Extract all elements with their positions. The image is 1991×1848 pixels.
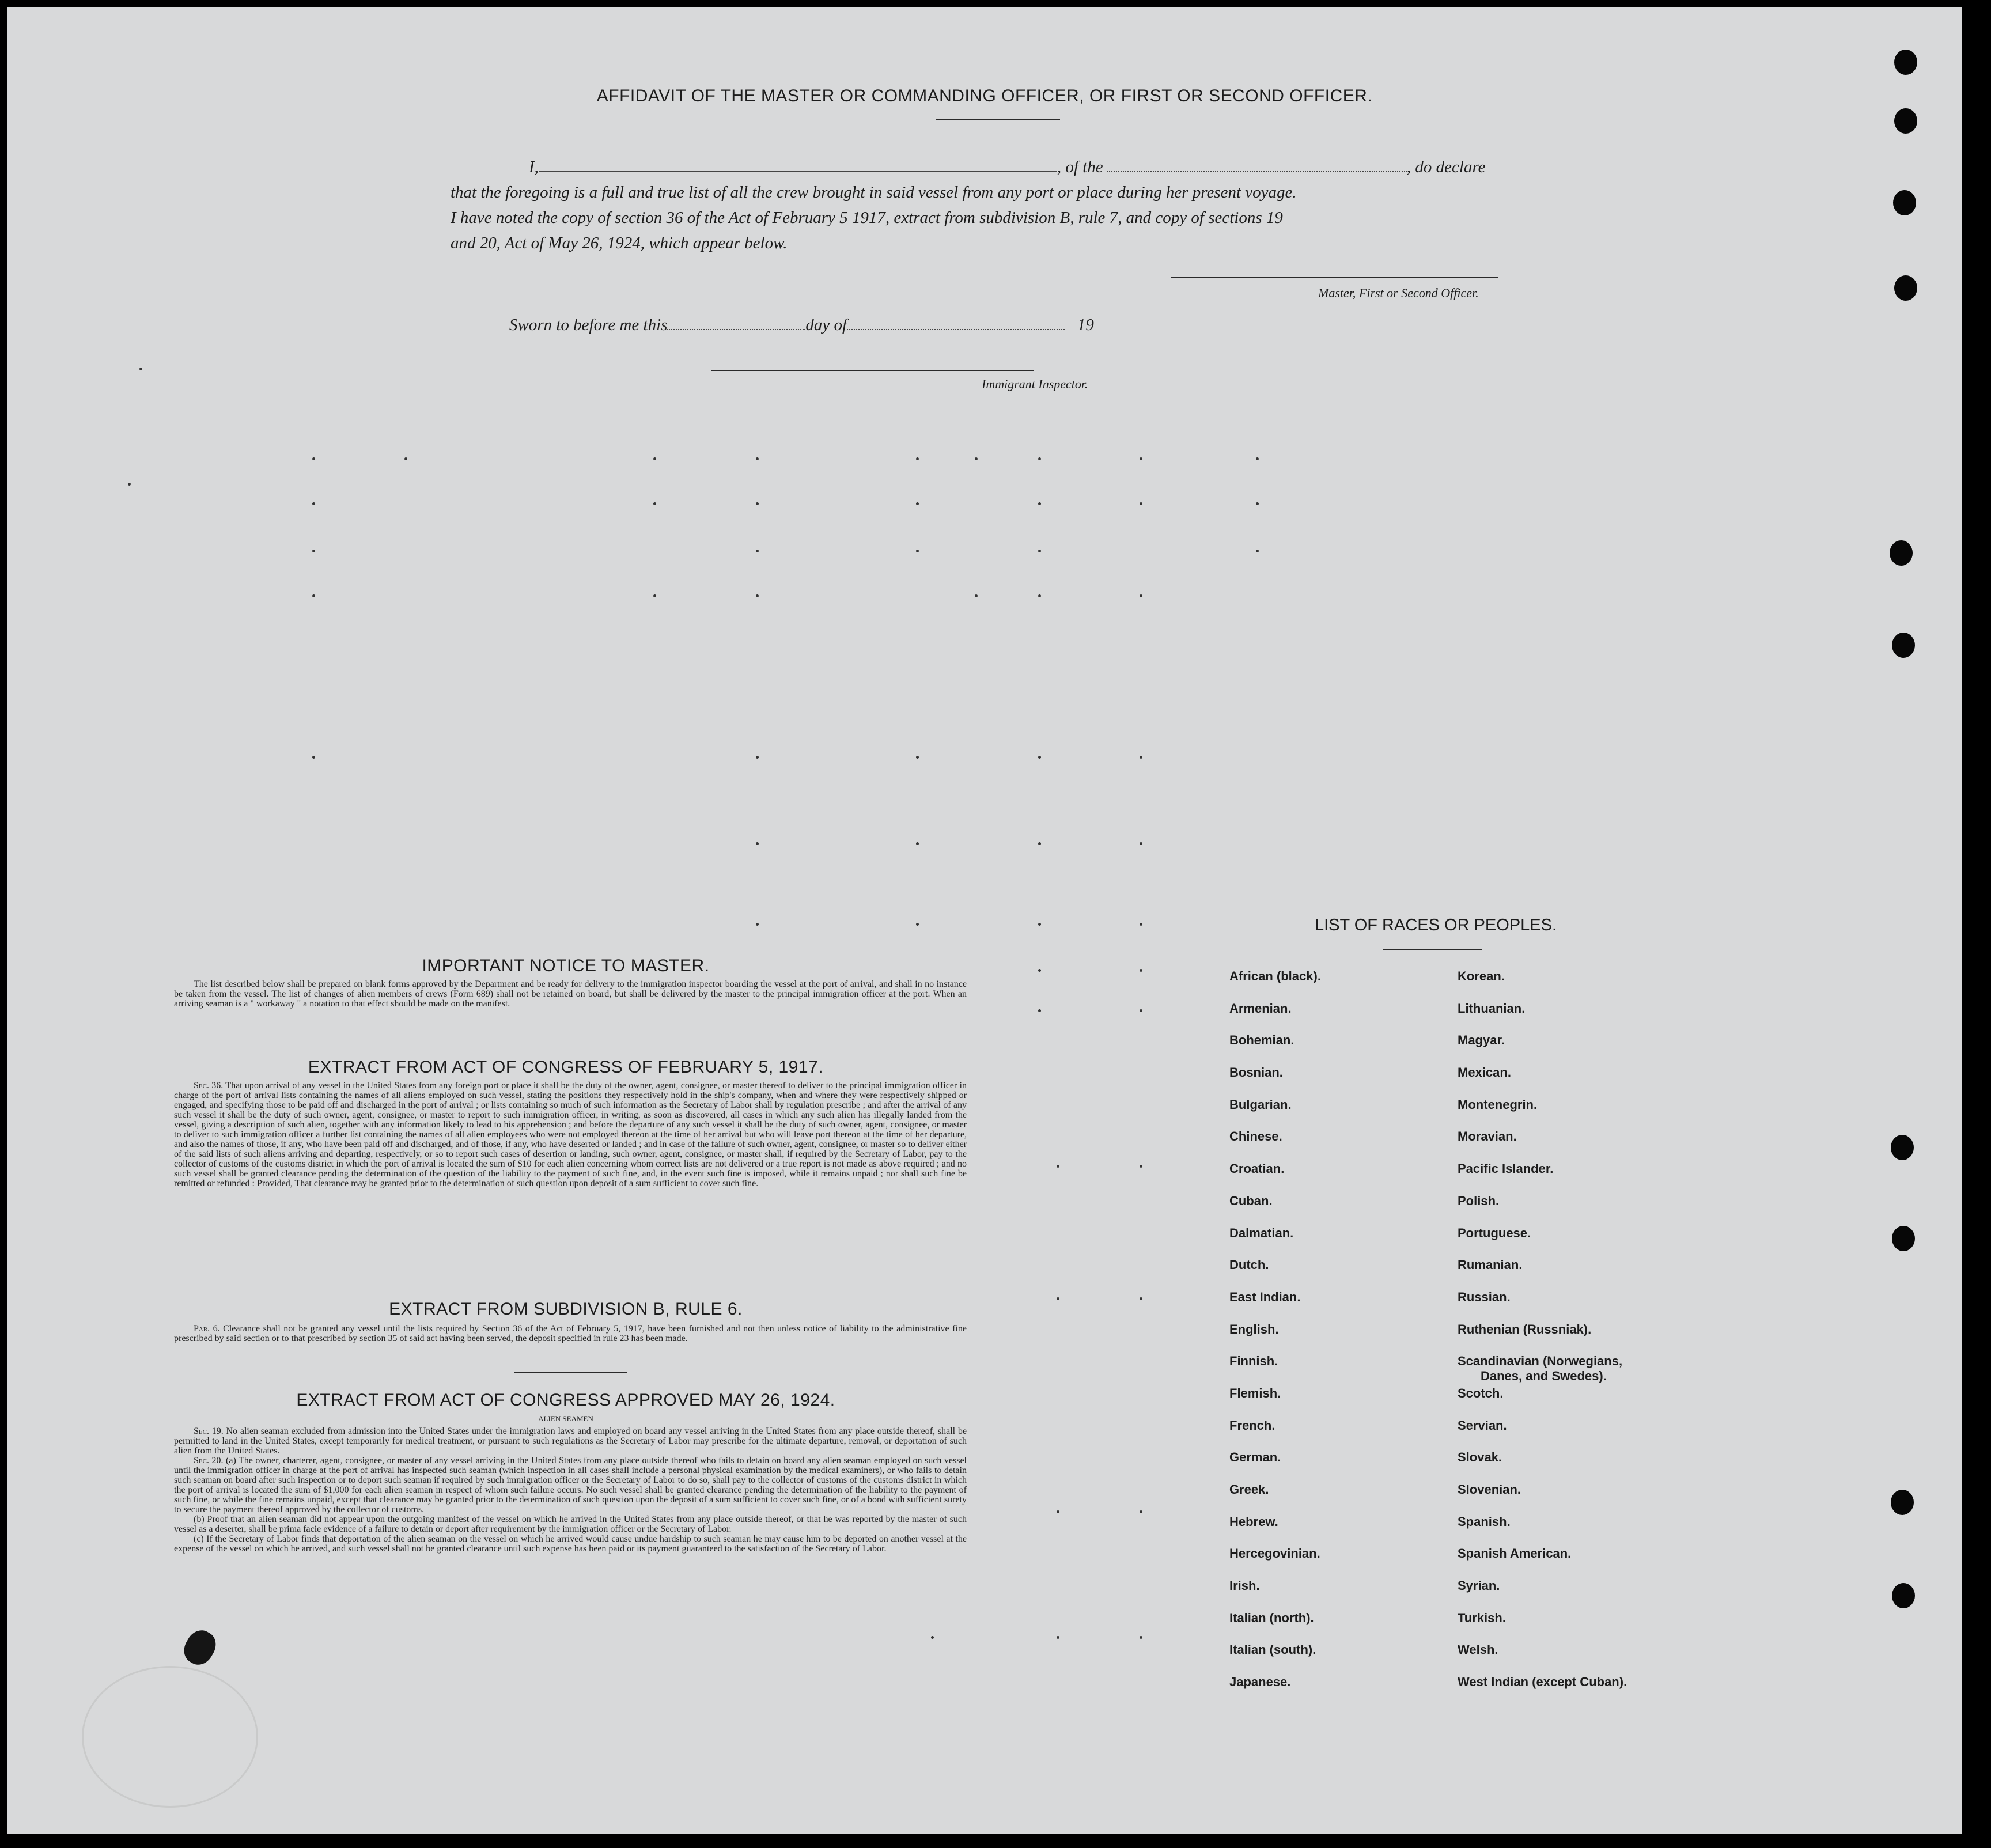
race-item: Pacific Islander. [1458,1161,1554,1176]
sec-20a-text: (a) The owner, charterer, agent, consignee, or master of any vessel arriving in the United States from any place outside thereof who fails to detain on board any alien seaman employed on such vessel until the immigration officer in charge at the port of arrival has inspected such seaman (which inspection in all cases shall include a personal physical examination by the medical examiners), or who fails to detain such seaman on board after such inspection or to deport such seaman if required by such immigration officer or the Secretary of Labor to do so, shall pay to the collector of customs of the customs district in which the port of arrival is located the sum of $1,000 for each alien seaman in respect of whom such failure occurs. No such vessel shall be granted clearance pending the determination of the liability to the payment of such fine, or while the fine remains unpaid, except that clearance may be granted prior to the determination of such question upon the deposit of a sum sufficient to cover such fine, or of a bond with sufficient surety to secure the payment thereof approved by the collector of customs. [174,1456,967,1514]
race-item: Magyar. [1458,1033,1505,1048]
punch-hole [1894,108,1917,134]
notice-text: The list described below shall be prepared on blank forms approved by the Department and be ready for delivery to the immigration inspector boarding the vessel at the port of arrival, and shall in no instance be taken from the vessel. The list of changes of alien members of crews (Form 689) shall not be retained on board, but shall be delivered by the master to the principal immigration officer at the port. When an arriving seaman is a " workaway " a notation to that effect should be made on the manifest. [174,979,967,1009]
sworn-day-blank [667,317,805,330]
race-item: Bohemian. [1229,1033,1294,1048]
race-item: English. [1229,1321,1279,1336]
inspector-label: Immigrant Inspector. [982,377,1088,391]
punch-hole [1892,633,1915,658]
sec-20c-paragraph: (c) If the Secretary of Labor finds that deportation of the alien seaman on the vessel on which he arrived would cause undue hardship to such seaman he may cause him to be deported on another vessel at the expense of the vessel on which he arrived, and such vessel shall not be granted clearance until such expense has been paid or its payment guaranteed to the satisfaction of the Secretary of Labor. [174,1534,967,1554]
race-item: Ruthenian (Russniak). [1458,1321,1592,1336]
race-item: Welsh. [1458,1642,1498,1657]
sec-20a-paragraph [174,1456,967,1514]
race-item: Bosnian. [1229,1065,1283,1080]
extract-1924-body [174,1426,967,1554]
sec-36-label: Sec. 36. [194,1081,224,1090]
race-item: East Indian. [1229,1289,1301,1304]
race-item: Chinese. [1229,1129,1282,1144]
affidavit-line-4: and 20, Act of May 26, 1924, which appear below. [451,234,788,252]
extract-1917-title: EXTRACT FROM ACT OF CONGRESS OF FEBRUARY 5, 1917. [308,1058,824,1077]
race-item: Hebrew. [1229,1514,1278,1529]
race-item: French. [1229,1418,1275,1433]
rule-6-title: EXTRACT FROM SUBDIVISION B, RULE 6. [389,1300,743,1319]
race-item: Bulgarian. [1229,1097,1292,1112]
race-item: Spanish. [1458,1514,1511,1529]
punch-hole [1893,190,1916,215]
races-column-1 [1229,969,1321,1707]
punch-hole [1891,1490,1914,1515]
extract-1917-text [174,1081,967,1188]
race-item: Italian (south). [1229,1642,1316,1657]
race-item: German. [1229,1450,1281,1465]
race-item: Hercegovinian. [1229,1546,1320,1561]
races-title-underline [1383,949,1482,950]
race-item: Slovak. [1458,1450,1502,1465]
race-item: Armenian. [1229,1001,1292,1016]
notice-title: IMPORTANT NOTICE TO MASTER. [422,956,710,975]
races-title: LIST OF RACES OR PEOPLES. [1314,916,1557,934]
sworn-year: 19 [1077,316,1094,334]
punch-hole [1891,1135,1914,1160]
signature-line [1171,277,1498,278]
sec-20-label: Sec. 20. [194,1456,224,1465]
vessel-blank [1107,160,1407,172]
race-item: Flemish. [1229,1385,1281,1400]
affidavit-declare: , do declare [1406,158,1486,176]
par-6-label: Par. 6. [194,1324,220,1334]
sworn-prefix: Sworn to before me this [509,316,668,334]
race-item: Spanish American. [1458,1546,1572,1561]
race-item: Turkish. [1458,1610,1506,1625]
races-column-2 [1458,969,1627,1707]
punch-hole [1892,1583,1915,1608]
faint-stamp [82,1666,258,1808]
race-item: Syrian. [1458,1578,1500,1593]
race-item: Scotch. [1458,1385,1504,1400]
punch-hole [1894,50,1917,75]
affidavit-i: I, [529,158,539,176]
race-item: Danes, and Swedes). [1481,1369,1607,1384]
race-item: Moravian. [1458,1129,1517,1144]
affidavit-of-the: , of the [1057,158,1103,176]
sworn-month-blank [847,317,1065,330]
extract-1917-body [174,1081,967,1188]
punch-hole [1892,1226,1915,1251]
race-item: Portuguese. [1458,1225,1531,1240]
race-item: Montenegrin. [1458,1097,1538,1112]
par-6-text: Clearance shall not be granted any vessel until the lists required by Section 36 of the Act of February 5, 1917, have been furnished and not then unless notice of liability to the administrative fine prescribed by said section or to that prescribed by section 35 of said act having been served, the deposit specified in rule 23 has been made. [174,1324,967,1343]
race-item: Cuban. [1229,1193,1273,1208]
signature-label: Master, First or Second Officer. [1318,286,1479,300]
race-item: Italian (north). [1229,1610,1314,1625]
race-item: Japanese. [1229,1675,1291,1690]
punch-hole [1890,540,1913,566]
race-item: Scandinavian (Norwegians, [1458,1354,1623,1369]
race-item: Dutch. [1229,1258,1269,1273]
race-item: Greek. [1229,1482,1269,1497]
race-item: Mexican. [1458,1065,1511,1080]
race-item: Finnish. [1229,1354,1278,1369]
sec-19-text: No alien seaman excluded from admission into the United States under the immigration laws and employed on board any vessel arriving in the United States from any place outside thereof, shall be permitted to land in the United States, except temporarily for medical treatment, or pursuant to such regulations as the Secretary of Labor may prescribe for the ultimate departure, removal, or deportation of such alien from the United States. [174,1426,967,1456]
name-blank [539,160,1057,172]
affidavit-line-3: I have noted the copy of section 36 of the Act of February 5 1917, extract from subdivision B, rule 7, and copy of sections 19 [451,209,1283,227]
race-item: West Indian (except Cuban). [1458,1675,1627,1690]
race-item: Korean. [1458,969,1505,983]
punch-hole [1894,275,1917,301]
sec-19-paragraph [174,1426,967,1456]
race-item: Lithuanian. [1458,1001,1526,1016]
race-item: Russian. [1458,1289,1511,1304]
sworn-day-of: day of [805,316,847,334]
rule-6-body [174,1324,967,1343]
race-item: Dalmatian. [1229,1225,1294,1240]
notice-body [174,979,967,1009]
race-item: Rumanian. [1458,1258,1523,1273]
race-item: Slovenian. [1458,1482,1521,1497]
inspector-line [711,370,1034,371]
sworn-line [509,312,1201,338]
affidavit-line-1 [451,154,1534,180]
sec-19-label: Sec. 19. [194,1426,224,1436]
race-item: African (black). [1229,969,1321,983]
alien-seamen-subtitle: ALIEN SEAMEN [538,1414,593,1423]
document-page [7,7,1962,1834]
race-item: Irish. [1229,1578,1260,1593]
sec-36-text: That upon arrival of any vessel in the United States from any foreign port or place it shall be the duty of the owner, agent, consignee, or master thereof to deliver to the principal immigration officer in charge of the port of arrival lists containing the names of all aliens employed on such vessel, stating the positions they respectively hold in the ship's company, when and where they were respectively shipped or engaged, and specifying those to be paid off and discharged in the port of arrival ; or lists containing so much of such information as the Secretary of Labor shall by regulation prescribe ; and after the arrival of any such vessel it shall be the duty of such owner, agent, consignee, or master to report to such immigration officer, in writing, as soon as discovered, all cases in which any such alien has illegally landed from the vessel, giving a description of such alien, together with any information likely to lead to his apprehension ; and before the departure of any such vessel it shall be the duty of such owner, agent, consignee, or master to deliver to such immigration officer a further list containing the names of all alien employees who were not employed thereon at the time of her arrival but who will leave port thereon at the time of her departure, and also the names of those, if any, who have been paid off and discharged, and of those, if any, who have deserted or landed ; and in case of the failure of such owner, agent, consignee, or master so to deliver either of the said lists of such aliens arriving and departing, respectively, or so to report such cases of desertion or landing, such owner, agent, consignee, or master shall, if required by the Secretary of Labor, pay to the collector of customs of the customs district in which the port of arrival is located the sum of $10 for each alien concerning whom correct lists are not delivered or a true report is not made as above required ; and no such vessel shall be granted clearance pending the determination of the question of the liability to the payment of such fine, and, in the event such fine is imposed, while it remains unpaid ; nor shall such fine be remitted or refunded : Provided, That clearance may be granted prior to the determination of such question upon deposit of a sum sufficient to cover such fine. [174,1081,967,1188]
race-item: Servian. [1458,1418,1507,1433]
sec-20b-paragraph: (b) Proof that an alien seaman did not appear upon the outgoing manifest of the vessel on which he arrived in the United States from any place outside thereof, or that he was reported by the master of such vessel as a deserter, shall be prima facie evidence of a failure to detain or deport after requirement by the immigration officer or the Secretary of Labor. [174,1514,967,1534]
extract-1924-title: EXTRACT FROM ACT OF CONGRESS APPROVED MAY 26, 1924. [296,1391,835,1410]
rule-6-text [174,1324,967,1343]
affidavit-line-2: that the foregoing is a full and true list of all the crew brought in said vessel from any port or place during her present voyage. [451,183,1297,202]
ink-blot [179,1626,221,1670]
divider [514,1372,627,1373]
affidavit-title: AFFIDAVIT OF THE MASTER OR COMMANDING OFFICER, OR FIRST OR SECOND OFFICER. [596,86,1373,105]
title-underline [936,119,1060,120]
race-item: Polish. [1458,1193,1500,1208]
race-item: Croatian. [1229,1161,1285,1176]
